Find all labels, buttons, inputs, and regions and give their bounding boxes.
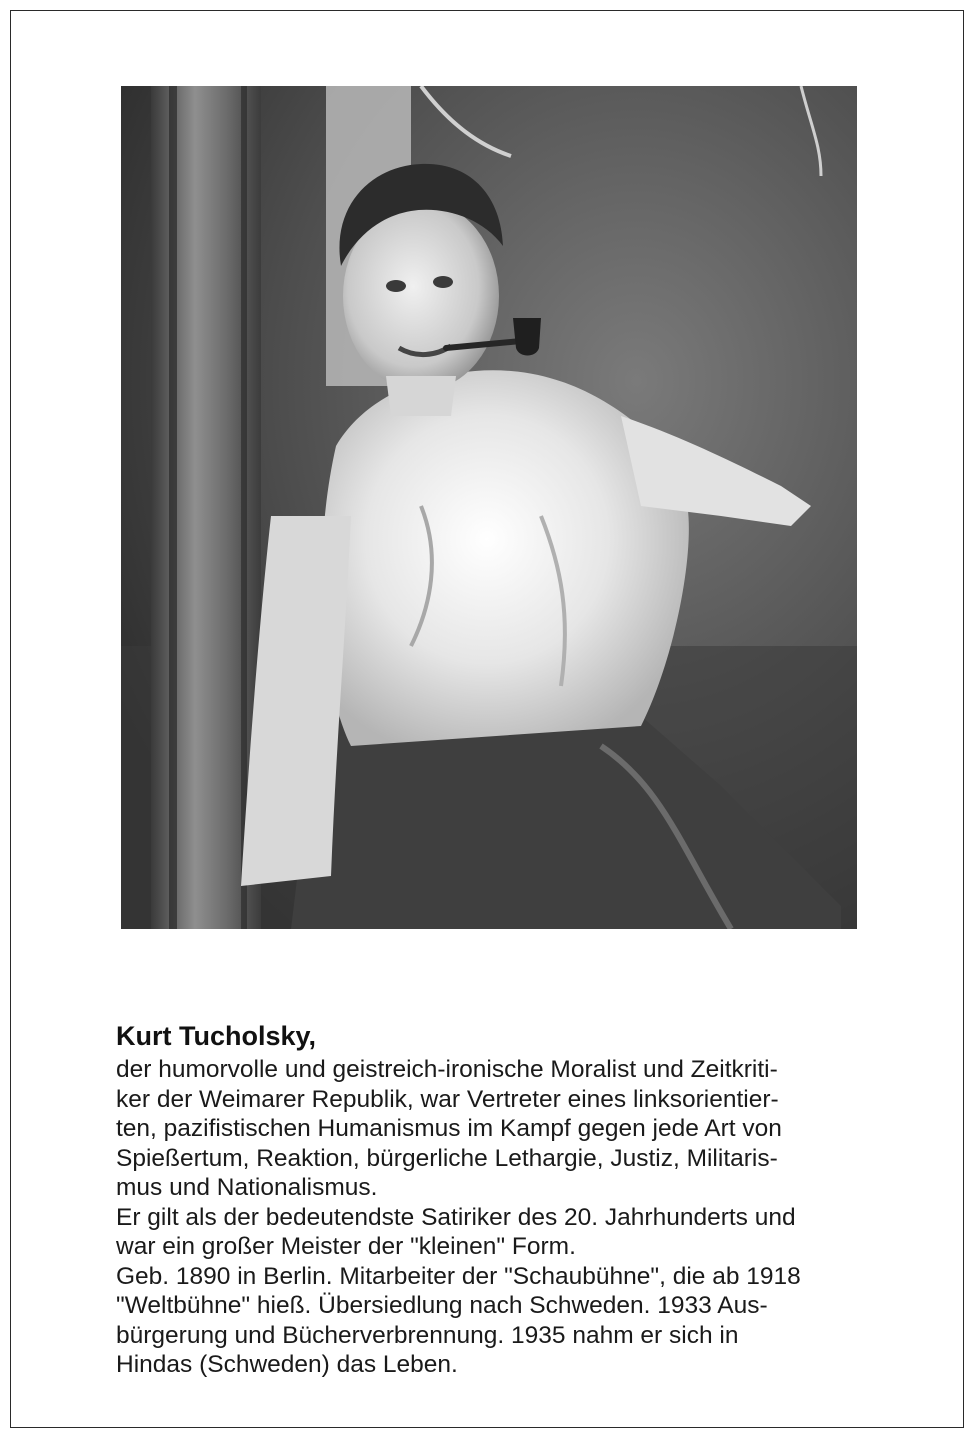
pipe-bowl xyxy=(513,318,541,356)
caption-line: der humorvolle und geistreich-ironische Moralist und Zeitkriti- xyxy=(116,1056,778,1083)
door-frame-line xyxy=(169,86,177,929)
door-frame-edge xyxy=(241,86,247,929)
caption-line: ten, pazifistischen Humanismus im Kampf gegen jede Art von xyxy=(116,1115,782,1142)
caption-block xyxy=(116,1020,876,1380)
caption-line: war ein großer Meister der "kleinen" Form. xyxy=(116,1233,576,1260)
neck xyxy=(386,376,456,416)
caption-line: ker der Weimarer Republik, war Vertreter eines linksorientier- xyxy=(116,1085,779,1113)
subject-name-heading: Kurt Tucholsky, xyxy=(116,1021,317,1051)
caption-line: bürgerung und Bücherverbrennung. 1935 nahm er sich in xyxy=(116,1321,739,1349)
caption-line: Hindas (Schweden) das Leben. xyxy=(116,1351,458,1378)
portrait-photo xyxy=(121,86,857,929)
eye xyxy=(386,280,406,292)
caption-line: mus und Nationalismus. xyxy=(116,1174,378,1201)
caption-line: Geb. 1890 in Berlin. Mitarbeiter der "Schaubühne", die ab 1918 xyxy=(116,1262,801,1290)
caption-line: Spießertum, Reaktion, bürgerliche Lethargie, Justiz, Militaris- xyxy=(116,1144,778,1172)
caption-line: Er gilt als der bedeutendste Satiriker des 20. Jahrhunderts und xyxy=(116,1203,796,1231)
portrait-illustration xyxy=(121,86,857,929)
caption-line: "Weltbühne" hieß. Übersiedlung nach Schweden. 1933 Aus- xyxy=(116,1292,768,1319)
eye xyxy=(433,276,453,288)
